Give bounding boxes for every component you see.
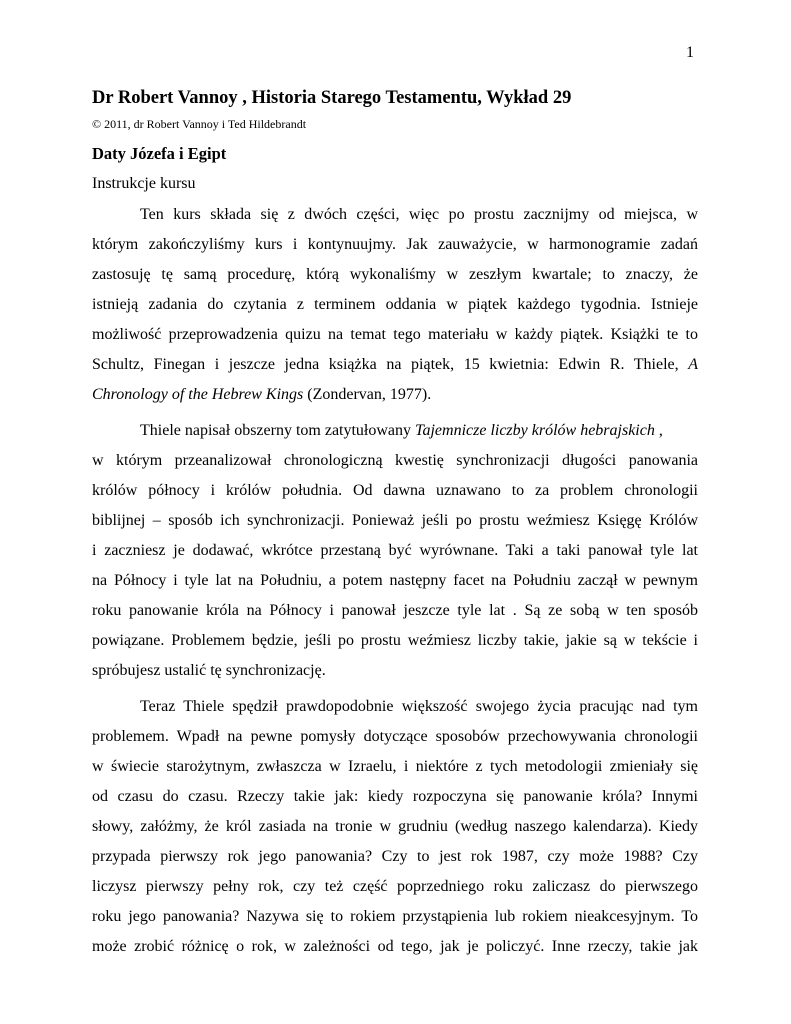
paragraph-line [92,350,698,380]
document-body [92,86,698,962]
paragraph-line: istnieją zadania do czytania z terminem oddania w piątek każdego tygodnia. Istnieje [92,296,698,313]
paragraph-3 [92,692,698,962]
paragraph-line: roku jego panowania? Nazywa się to rokiem przystąpienia lub rokiem nieakcesyjnym. To [92,908,698,925]
subsection-label: Instrukcje kursu [92,175,196,192]
paragraph-line: liczysz pierwszy pełny rok, czy też część poprzedniego roku zaliczasz do pierwszego [92,878,698,895]
paragraph-line: na Północy i tyle lat na Południu, a potem następny facet na Południu zaczął w pewnym [92,572,698,589]
paragraph-line: roku panowanie króla na Północy i panował jeszcze tyle lat . Są ze sobą w ten sposób [92,602,698,619]
paragraph-line: może zrobić różnicę o rok, w zależności od tego, jak je policzyć. Inne rzeczy, takie jak [92,938,698,955]
page-number: 1 [686,44,694,61]
paragraph-line [92,380,698,410]
paragraph-line: zastosuję tę samą procedurę, którą wykonaliśmy w zeszłym kwartale; to znaczy, że [92,266,698,283]
paragraph-1 [92,200,698,410]
paragraph-line: w którym przeanalizował chronologiczną kwestię synchronizacji długości panowania [92,452,698,469]
paragraph-line: problemem. Wpadł na pewne pomysły dotyczące sposobów przechowywania chronologii [92,728,698,745]
paragraph-line: i zaczniesz je dodawać, wkrótce przestaną być wyrównane. Taki a taki panował tyle lat [92,542,698,559]
paragraph-line: możliwość przeprowadzenia quizu na temat tego materiału w każdy piątek. Książki te to [92,326,698,343]
document-title: Dr Robert Vannoy , Historia Starego Testamentu, Wykład 29 [92,88,572,108]
section-title: Daty Józefa i Egipt [92,144,227,163]
line-text: (Zondervan, 1977). [303,386,432,403]
copyright-notice: © 2011, dr Robert Vannoy i Ted Hildebrandt [92,117,307,131]
paragraph-line: przypada pierwszy rok jego panowania? Czy to jest rok 1987, czy może 1988? Czy [92,848,698,865]
paragraph-line: Ten kurs składa się z dwóch części, więc po prostu zacznijmy od miejsca, w [140,206,698,223]
paragraph-line: słowy, załóżmy, że król zasiada na tronie w grudniu (według naszego kalendarza). Kiedy [92,818,698,835]
paragraph-line: od czasu do czasu. Rzeczy takie jak: kiedy rozpoczyna się panowanie króla? Innymi [92,788,698,805]
book-title-italic: A [688,356,698,373]
paragraph-line: powiązane. Problemem będzie, jeśli po prostu weźmiesz liczby takie, jakie są w tekście i [92,632,698,649]
paragraph-line [92,416,698,446]
paragraph-2 [92,416,698,686]
paragraph-line: w świecie starożytnym, zwłaszcza w Izraelu, i niektóre z tych metodologii zmieniały się [92,758,698,775]
paragraph-line: królów północy i królów południa. Od dawna uznawano to za problem chronologii [92,482,698,499]
line-text: Schultz, Finegan i jeszcze jedna książka na piątek, 15 kwietnia: Edwin R. Thiele, [92,356,689,373]
book-title-italic: Tajemnicze liczby królów hebrajskich [415,422,655,439]
line-text: Thiele napisał obszerny tom zatytułowany [140,422,416,439]
paragraph-line: spróbujesz ustalić tę synchronizację. [92,662,326,679]
paragraph-line: którym zakończyliśmy kurs i kontynuujmy. Jak zauważycie, w harmonogramie zadań [92,236,698,253]
book-title-italic: Chronology of the Hebrew Kings [92,386,304,403]
line-text: , [654,422,663,439]
paragraph-line: Teraz Thiele spędził prawdopodobnie większość swojego życia pracując nad tym [140,698,698,715]
paragraph-line: biblijnej – sposób ich synchronizacji. Ponieważ jeśli po prostu weźmiesz Księgę Królów [92,512,698,529]
